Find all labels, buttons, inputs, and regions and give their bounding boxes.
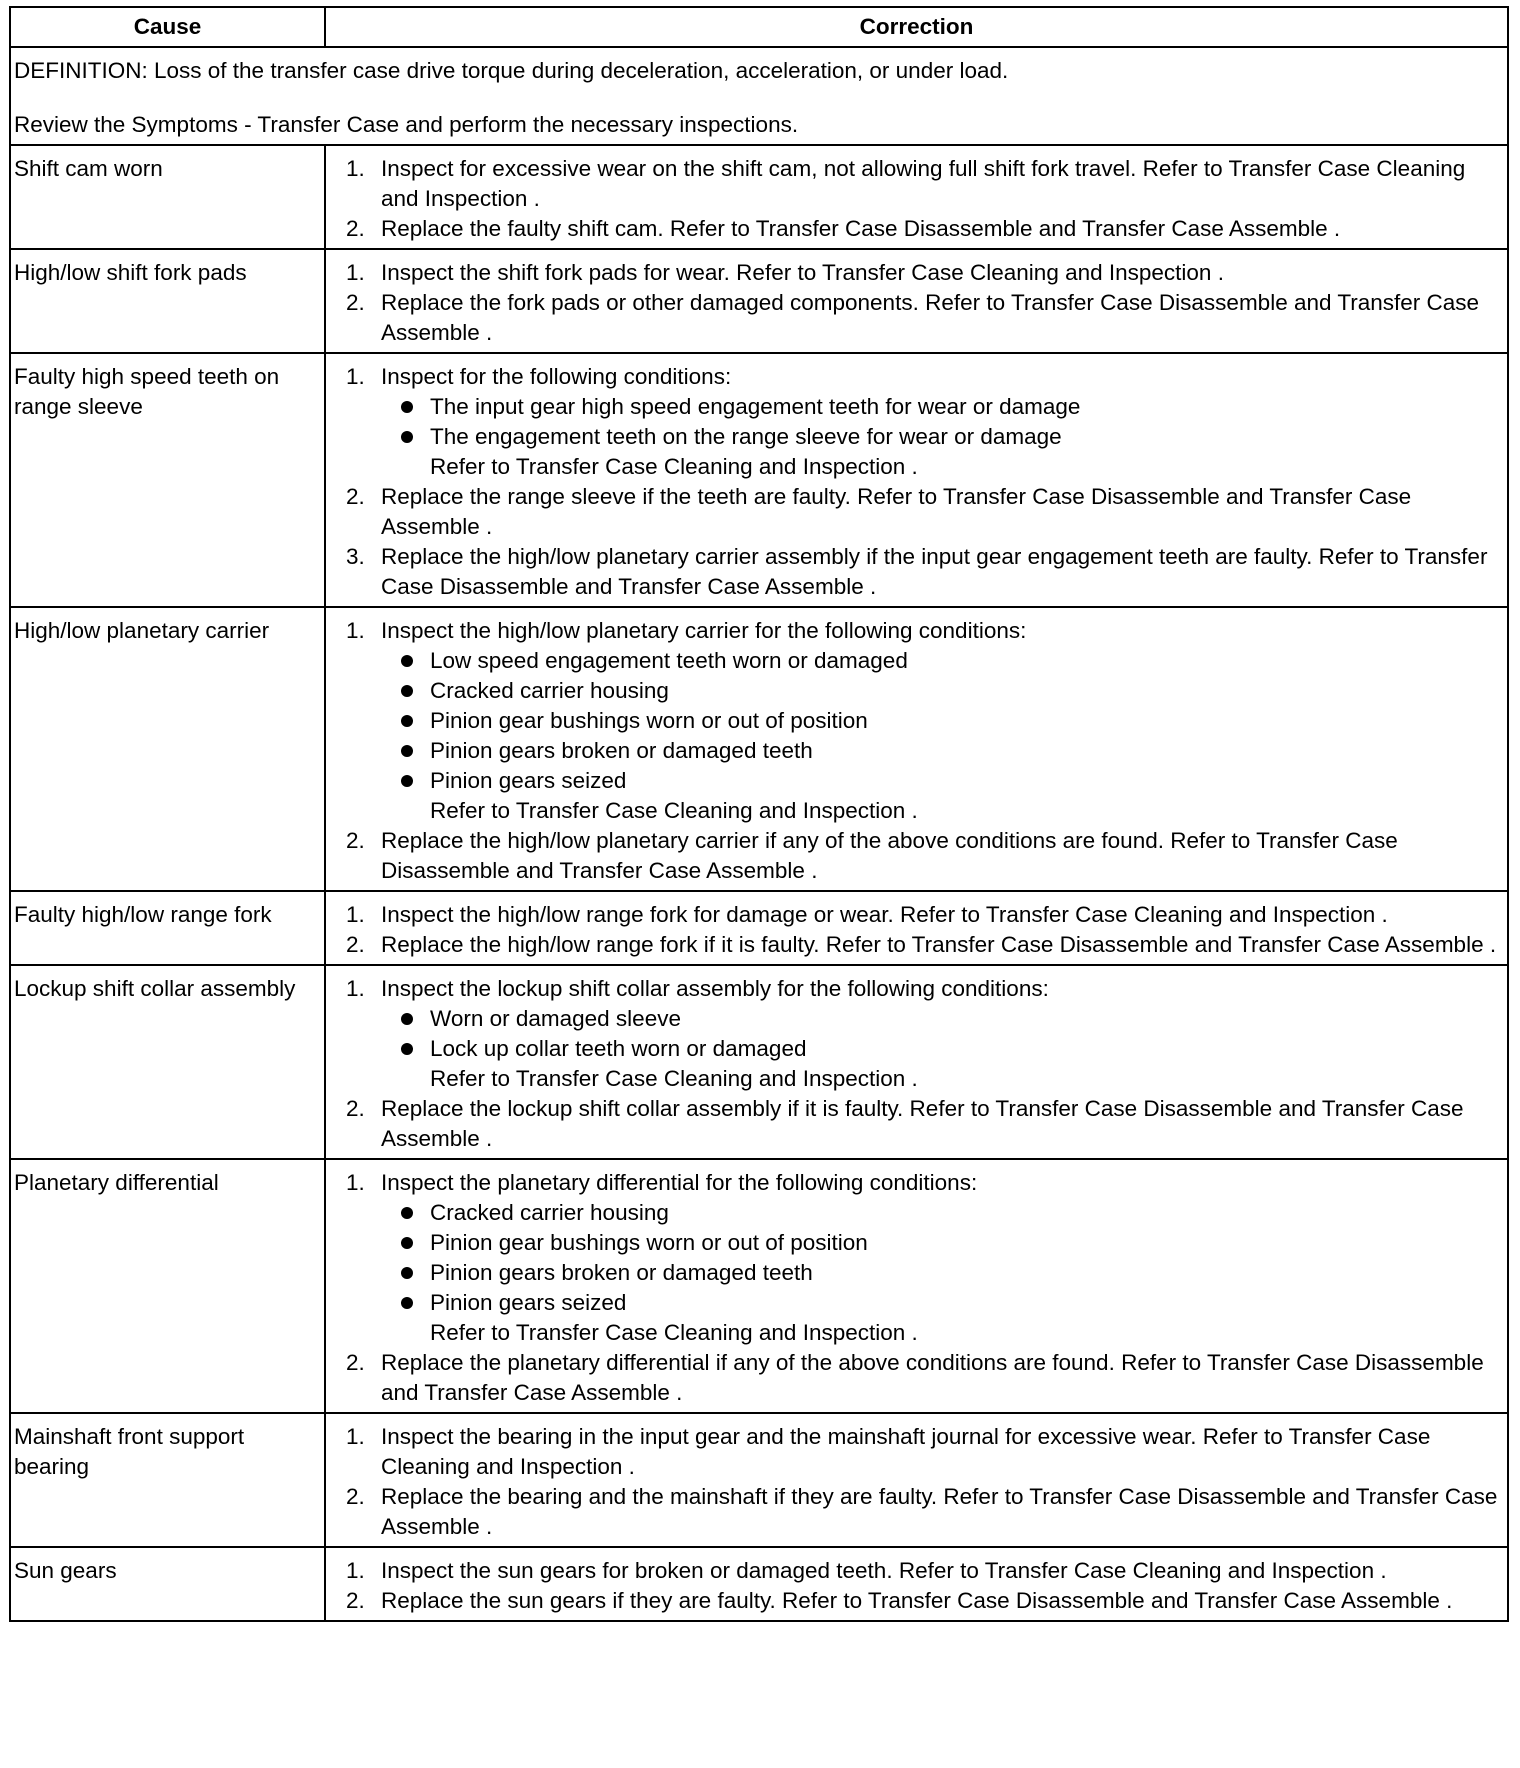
step-number: 1. <box>346 364 365 389</box>
step-text: Replace the fork pads or other damaged components. Refer to Transfer Case Disassemble and Transfer Case Assemble . <box>381 290 1480 345</box>
table-header-row <box>10 7 1508 47</box>
cause-cell: Sun gears <box>10 1547 325 1621</box>
condition-item: The input gear high speed engagement teeth for wear or damage <box>381 392 1501 422</box>
step-text: Replace the high/low planetary carrier if any of the above conditions are found. Refer to Transfer Case Disassemble and Transfer Case Assemble . <box>381 828 1398 883</box>
correction-steps <box>346 616 1501 886</box>
correction-step <box>346 1556 1501 1586</box>
cause-cell: Planetary differential <box>10 1159 325 1413</box>
correction-step <box>346 826 1501 886</box>
step-number: 2. <box>346 932 365 957</box>
step-text: Inspect the sun gears for broken or damaged teeth. Refer to Transfer Case Cleaning and Inspection . <box>381 1558 1387 1583</box>
correction-step <box>346 1094 1501 1154</box>
cause-cell: High/low planetary carrier <box>10 607 325 891</box>
correction-step <box>346 154 1501 214</box>
definition-text: DEFINITION: Loss of the transfer case drive torque during deceleration, acceleration, or under load. <box>14 58 1009 83</box>
correction-steps <box>346 974 1501 1154</box>
correction-steps <box>346 1168 1501 1408</box>
correction-cell <box>325 607 1508 891</box>
table-row <box>10 965 1508 1159</box>
table-row <box>10 1547 1508 1621</box>
step-number: 2. <box>346 216 365 241</box>
step-number: 1. <box>346 260 365 285</box>
correction-cell <box>325 145 1508 249</box>
condition-item: Pinion gear bushings worn or out of position <box>381 706 1501 736</box>
condition-item: Cracked carrier housing <box>381 676 1501 706</box>
diagnostic-document <box>9 6 1507 1622</box>
correction-step <box>346 1482 1501 1542</box>
step-text: Inspect the lockup shift collar assembly for the following conditions: <box>381 976 1049 1001</box>
step-text: Replace the range sleeve if the teeth are faulty. Refer to Transfer Case Disassemble and Transfer Case Assemble . <box>381 484 1412 539</box>
step-text: Replace the high/low planetary carrier assembly if the input gear engagement teeth are faulty. Refer to Transfer Case Disassemble and Transfer Case Assemble . <box>381 544 1488 599</box>
step-number: 2. <box>346 828 365 853</box>
step-text: Replace the bearing and the mainshaft if they are faulty. Refer to Transfer Case Disassemble and Transfer Case Assemble . <box>381 1484 1498 1539</box>
condition-item: Pinion gears seized <box>381 766 1501 796</box>
step-number: 2. <box>346 290 365 315</box>
condition-list <box>381 646 1501 796</box>
correction-step <box>346 900 1501 930</box>
condition-item: Pinion gears broken or damaged teeth <box>381 1258 1501 1288</box>
definition-row <box>10 47 1508 145</box>
correction-steps <box>346 362 1501 602</box>
step-text: Inspect the high/low range fork for damage or wear. Refer to Transfer Case Cleaning and Inspection . <box>381 902 1388 927</box>
correction-step <box>346 1348 1501 1408</box>
correction-cell <box>325 353 1508 607</box>
cause-cell: Faulty high speed teeth on range sleeve <box>10 353 325 607</box>
step-number: 2. <box>346 484 365 509</box>
table-row <box>10 607 1508 891</box>
step-text: Inspect the high/low planetary carrier for the following conditions: <box>381 618 1027 643</box>
condition-item: Low speed engagement teeth worn or damaged <box>381 646 1501 676</box>
condition-list <box>381 1004 1501 1064</box>
step-number: 2. <box>346 1350 365 1375</box>
correction-cell <box>325 249 1508 353</box>
table-row <box>10 145 1508 249</box>
correction-step <box>346 616 1501 826</box>
correction-cell <box>325 1159 1508 1413</box>
cause-cell: High/low shift fork pads <box>10 249 325 353</box>
step-text: Replace the high/low range fork if it is faulty. Refer to Transfer Case Disassemble and Transfer Case Assemble . <box>381 932 1497 957</box>
condition-item: Worn or damaged sleeve <box>381 1004 1501 1034</box>
correction-step <box>346 542 1501 602</box>
reference-text: Refer to Transfer Case Cleaning and Inspection . <box>430 1320 918 1345</box>
condition-list <box>381 1198 1501 1318</box>
step-text: Inspect for excessive wear on the shift cam, not allowing full shift fork travel. Refer to Transfer Case Cleaning and Inspection . <box>381 156 1466 211</box>
step-number: 3. <box>346 544 365 569</box>
condition-item: Pinion gears seized <box>381 1288 1501 1318</box>
step-number: 1. <box>346 1558 365 1583</box>
cause-cell: Shift cam worn <box>10 145 325 249</box>
correction-steps <box>346 154 1501 244</box>
correction-steps <box>346 1556 1501 1616</box>
cause-cell: Lockup shift collar assembly <box>10 965 325 1159</box>
correction-step <box>346 930 1501 960</box>
step-text: Replace the lockup shift collar assembly if it is faulty. Refer to Transfer Case Disassemble and Transfer Case Assemble . <box>381 1096 1464 1151</box>
correction-step <box>346 288 1501 348</box>
condition-item: Pinion gear bushings worn or out of position <box>381 1228 1501 1258</box>
step-text: Replace the sun gears if they are faulty. Refer to Transfer Case Disassemble and Transfer Case Assemble . <box>381 1588 1453 1613</box>
correction-steps <box>346 258 1501 348</box>
correction-step <box>346 482 1501 542</box>
table-row <box>10 353 1508 607</box>
cause-column-header: Cause <box>10 7 325 47</box>
correction-cell <box>325 965 1508 1159</box>
correction-step <box>346 258 1501 288</box>
condition-item: Pinion gears broken or damaged teeth <box>381 736 1501 766</box>
correction-column-header: Correction <box>325 7 1508 47</box>
table-row <box>10 891 1508 965</box>
diagnostic-table <box>9 6 1509 1622</box>
correction-step <box>346 974 1501 1094</box>
step-number: 1. <box>346 618 365 643</box>
correction-step <box>346 1168 1501 1348</box>
definition-cell <box>10 47 1508 145</box>
reference-text: Refer to Transfer Case Cleaning and Inspection . <box>430 454 918 479</box>
step-text: Inspect the shift fork pads for wear. Refer to Transfer Case Cleaning and Inspection . <box>381 260 1224 285</box>
correction-step <box>346 214 1501 244</box>
correction-steps <box>346 1422 1501 1542</box>
cause-cell: Mainshaft front support bearing <box>10 1413 325 1547</box>
table-row <box>10 249 1508 353</box>
step-number: 2. <box>346 1096 365 1121</box>
table-body <box>10 47 1508 1621</box>
reference-text: Refer to Transfer Case Cleaning and Inspection . <box>430 798 918 823</box>
condition-item: The engagement teeth on the range sleeve for wear or damage <box>381 422 1501 452</box>
correction-step <box>346 1586 1501 1616</box>
step-text: Replace the faulty shift cam. Refer to Transfer Case Disassemble and Transfer Case Assemble . <box>381 216 1341 241</box>
step-number: 1. <box>346 1170 365 1195</box>
step-number: 1. <box>346 902 365 927</box>
correction-step <box>346 1422 1501 1482</box>
step-number: 1. <box>346 1424 365 1449</box>
step-number: 2. <box>346 1484 365 1509</box>
review-symptoms-text: Review the Symptoms - Transfer Case and perform the necessary inspections. <box>14 112 799 137</box>
correction-cell <box>325 891 1508 965</box>
step-text: Inspect the planetary differential for the following conditions: <box>381 1170 978 1195</box>
step-number: 2. <box>346 1588 365 1613</box>
condition-list <box>381 392 1501 452</box>
step-text: Replace the planetary differential if any of the above conditions are found. Refer to Transfer Case Disassemble and Transfer Case Assemble . <box>381 1350 1484 1405</box>
correction-step <box>346 362 1501 482</box>
condition-item: Cracked carrier housing <box>381 1198 1501 1228</box>
table-row <box>10 1413 1508 1547</box>
step-number: 1. <box>346 976 365 1001</box>
correction-cell <box>325 1547 1508 1621</box>
correction-steps <box>346 900 1501 960</box>
reference-text: Refer to Transfer Case Cleaning and Inspection . <box>430 1066 918 1091</box>
condition-item: Lock up collar teeth worn or damaged <box>381 1034 1501 1064</box>
cause-cell: Faulty high/low range fork <box>10 891 325 965</box>
table-row <box>10 1159 1508 1413</box>
correction-cell <box>325 1413 1508 1547</box>
step-number: 1. <box>346 156 365 181</box>
step-text: Inspect for the following conditions: <box>381 364 732 389</box>
step-text: Inspect the bearing in the input gear and the mainshaft journal for excessive wear. Refer to Transfer Case Cleaning and Inspection . <box>381 1424 1431 1479</box>
